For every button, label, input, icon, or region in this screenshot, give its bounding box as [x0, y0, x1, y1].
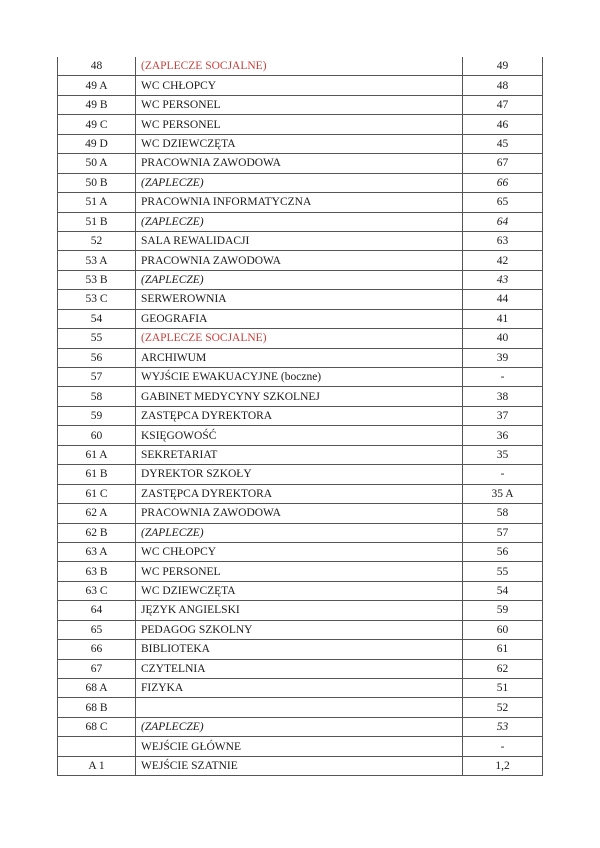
reference-number-cell: 46	[463, 115, 543, 134]
table-row	[58, 581, 543, 600]
room-name-cell: SEKRETARIAT	[136, 445, 463, 464]
reference-number-cell: -	[463, 368, 543, 387]
reference-number-cell: 54	[463, 581, 543, 600]
table-row	[58, 173, 543, 192]
room-name-cell: CZYTELNIA	[136, 659, 463, 678]
room-name-cell: WYJŚCIE EWAKUACYJNE (boczne)	[136, 368, 463, 387]
table-row	[58, 523, 543, 542]
room-name-cell: WC PERSONEL	[136, 562, 463, 581]
room-name-cell: WC CHŁOPCY	[136, 542, 463, 561]
reference-number-cell: 62	[463, 659, 543, 678]
reference-number-cell: 55	[463, 562, 543, 581]
reference-number-cell: 43	[463, 270, 543, 289]
table-row	[58, 445, 543, 464]
reference-number-cell: 44	[463, 290, 543, 309]
room-name-cell: PRACOWNIA ZAWODOWA	[136, 251, 463, 270]
room-number-cell: 50 A	[58, 154, 136, 173]
room-name-cell: ZASTĘPCA DYREKTORA	[136, 484, 463, 503]
room-number-cell: 49 D	[58, 134, 136, 153]
room-name-cell	[136, 698, 463, 717]
table-row	[58, 465, 543, 484]
reference-number-cell: 47	[463, 95, 543, 114]
room-name-cell: SALA REWALIDACJI	[136, 231, 463, 250]
reference-number-cell: 52	[463, 698, 543, 717]
table-row	[58, 290, 543, 309]
room-name-cell: WEJŚCIE GŁÓWNE	[136, 737, 463, 756]
reference-number-cell: 67	[463, 154, 543, 173]
reference-number-cell: 53	[463, 717, 543, 736]
reference-number-cell: 35 A	[463, 484, 543, 503]
room-number-cell: 63 B	[58, 562, 136, 581]
room-name-cell: PRACOWNIA ZAWODOWA	[136, 504, 463, 523]
room-number-cell: 54	[58, 309, 136, 328]
table-row	[58, 426, 543, 445]
room-number-cell: 51 A	[58, 193, 136, 212]
table-row	[58, 270, 543, 289]
reference-number-cell: 61	[463, 640, 543, 659]
table-row	[58, 348, 543, 367]
reference-number-cell: 42	[463, 251, 543, 270]
room-name-cell: WEJŚCIE SZATNIE	[136, 756, 463, 775]
table-row	[58, 659, 543, 678]
room-name-cell: DYREKTOR SZKOŁY	[136, 465, 463, 484]
room-number-cell: 49 B	[58, 95, 136, 114]
room-number-cell: 48	[58, 57, 136, 76]
room-number-cell: 57	[58, 368, 136, 387]
table-row	[58, 329, 543, 348]
room-number-cell: 52	[58, 231, 136, 250]
reference-number-cell: 41	[463, 309, 543, 328]
room-name-cell: (ZAPLECZE SOCJALNE)	[136, 329, 463, 348]
room-name-cell: (ZAPLECZE SOCJALNE)	[136, 57, 463, 76]
room-number-cell: 53 C	[58, 290, 136, 309]
reference-number-cell: 37	[463, 406, 543, 425]
room-number-cell: 61 C	[58, 484, 136, 503]
table-row	[58, 679, 543, 698]
table-row	[58, 193, 543, 212]
room-number-cell: 50 B	[58, 173, 136, 192]
room-name-cell: PRACOWNIA ZAWODOWA	[136, 154, 463, 173]
room-number-cell: 49 C	[58, 115, 136, 134]
reference-number-cell: -	[463, 465, 543, 484]
reference-number-cell: 59	[463, 601, 543, 620]
room-name-cell: (ZAPLECZE)	[136, 717, 463, 736]
room-number-cell: 53 A	[58, 251, 136, 270]
room-name-cell: (ZAPLECZE)	[136, 212, 463, 231]
reference-number-cell: -	[463, 737, 543, 756]
room-number-cell: 63 C	[58, 581, 136, 600]
table-row	[58, 95, 543, 114]
room-name-cell: SERWEROWNIA	[136, 290, 463, 309]
table-row	[58, 562, 543, 581]
room-number-cell: 64	[58, 601, 136, 620]
room-number-cell: 66	[58, 640, 136, 659]
room-number-cell: 62 B	[58, 523, 136, 542]
table-row	[58, 154, 543, 173]
table-row	[58, 134, 543, 153]
room-name-cell: PRACOWNIA INFORMATYCZNA	[136, 193, 463, 212]
room-number-cell: 61 A	[58, 445, 136, 464]
reference-number-cell: 66	[463, 173, 543, 192]
table-row	[58, 737, 543, 756]
table-row	[58, 212, 543, 231]
reference-number-cell: 38	[463, 387, 543, 406]
room-number-cell: 65	[58, 620, 136, 639]
room-name-cell: PEDAGOG SZKOLNY	[136, 620, 463, 639]
reference-number-cell: 58	[463, 504, 543, 523]
reference-number-cell: 56	[463, 542, 543, 561]
room-number-cell: 55	[58, 329, 136, 348]
reference-number-cell: 35	[463, 445, 543, 464]
room-number-cell	[58, 737, 136, 756]
room-table	[57, 57, 543, 776]
table-row	[58, 406, 543, 425]
reference-number-cell: 57	[463, 523, 543, 542]
table-row	[58, 698, 543, 717]
reference-number-cell: 48	[463, 76, 543, 95]
table-row	[58, 542, 543, 561]
table-row	[58, 504, 543, 523]
room-number-cell: 59	[58, 406, 136, 425]
reference-number-cell: 63	[463, 231, 543, 250]
reference-number-cell: 39	[463, 348, 543, 367]
room-number-cell: 53 B	[58, 270, 136, 289]
table-row	[58, 640, 543, 659]
room-name-cell: WC DZIEWCZĘTA	[136, 134, 463, 153]
room-number-cell: 67	[58, 659, 136, 678]
table-row	[58, 76, 543, 95]
room-number-cell: 61 B	[58, 465, 136, 484]
room-number-cell: 60	[58, 426, 136, 445]
room-name-cell: WC PERSONEL	[136, 115, 463, 134]
room-table-body	[58, 57, 543, 776]
room-number-cell: 68 A	[58, 679, 136, 698]
room-number-cell: 58	[58, 387, 136, 406]
reference-number-cell: 45	[463, 134, 543, 153]
room-number-cell: 63 A	[58, 542, 136, 561]
room-number-cell: 51 B	[58, 212, 136, 231]
reference-number-cell: 60	[463, 620, 543, 639]
room-name-cell: BIBLIOTEKA	[136, 640, 463, 659]
reference-number-cell: 1,2	[463, 756, 543, 775]
table-row	[58, 251, 543, 270]
room-name-cell: FIZYKA	[136, 679, 463, 698]
table-row	[58, 309, 543, 328]
room-name-cell: (ZAPLECZE)	[136, 270, 463, 289]
table-row	[58, 601, 543, 620]
table-row	[58, 115, 543, 134]
room-name-cell: ZASTĘPCA DYREKTORA	[136, 406, 463, 425]
room-number-cell: 68 B	[58, 698, 136, 717]
room-name-cell: GABINET MEDYCYNY SZKOLNEJ	[136, 387, 463, 406]
room-name-cell: WC PERSONEL	[136, 95, 463, 114]
reference-number-cell: 49	[463, 57, 543, 76]
room-number-cell: 56	[58, 348, 136, 367]
room-name-cell: (ZAPLECZE)	[136, 523, 463, 542]
room-number-cell: 68 C	[58, 717, 136, 736]
room-name-cell: ARCHIWUM	[136, 348, 463, 367]
reference-number-cell: 64	[463, 212, 543, 231]
room-name-cell: WC CHŁOPCY	[136, 76, 463, 95]
table-row	[58, 717, 543, 736]
room-name-cell: JĘZYK ANGIELSKI	[136, 601, 463, 620]
table-row	[58, 756, 543, 775]
table-row	[58, 620, 543, 639]
room-number-cell: 49 A	[58, 76, 136, 95]
table-row	[58, 387, 543, 406]
table-row	[58, 231, 543, 250]
table-row	[58, 484, 543, 503]
reference-number-cell: 51	[463, 679, 543, 698]
reference-number-cell: 65	[463, 193, 543, 212]
room-name-cell: (ZAPLECZE)	[136, 173, 463, 192]
room-name-cell: GEOGRAFIA	[136, 309, 463, 328]
table-row	[58, 368, 543, 387]
reference-number-cell: 36	[463, 426, 543, 445]
room-name-cell: KSIĘGOWOŚĆ	[136, 426, 463, 445]
room-number-cell: A 1	[58, 756, 136, 775]
room-name-cell: WC DZIEWCZĘTA	[136, 581, 463, 600]
table-row	[58, 57, 543, 76]
room-number-cell: 62 A	[58, 504, 136, 523]
reference-number-cell: 40	[463, 329, 543, 348]
